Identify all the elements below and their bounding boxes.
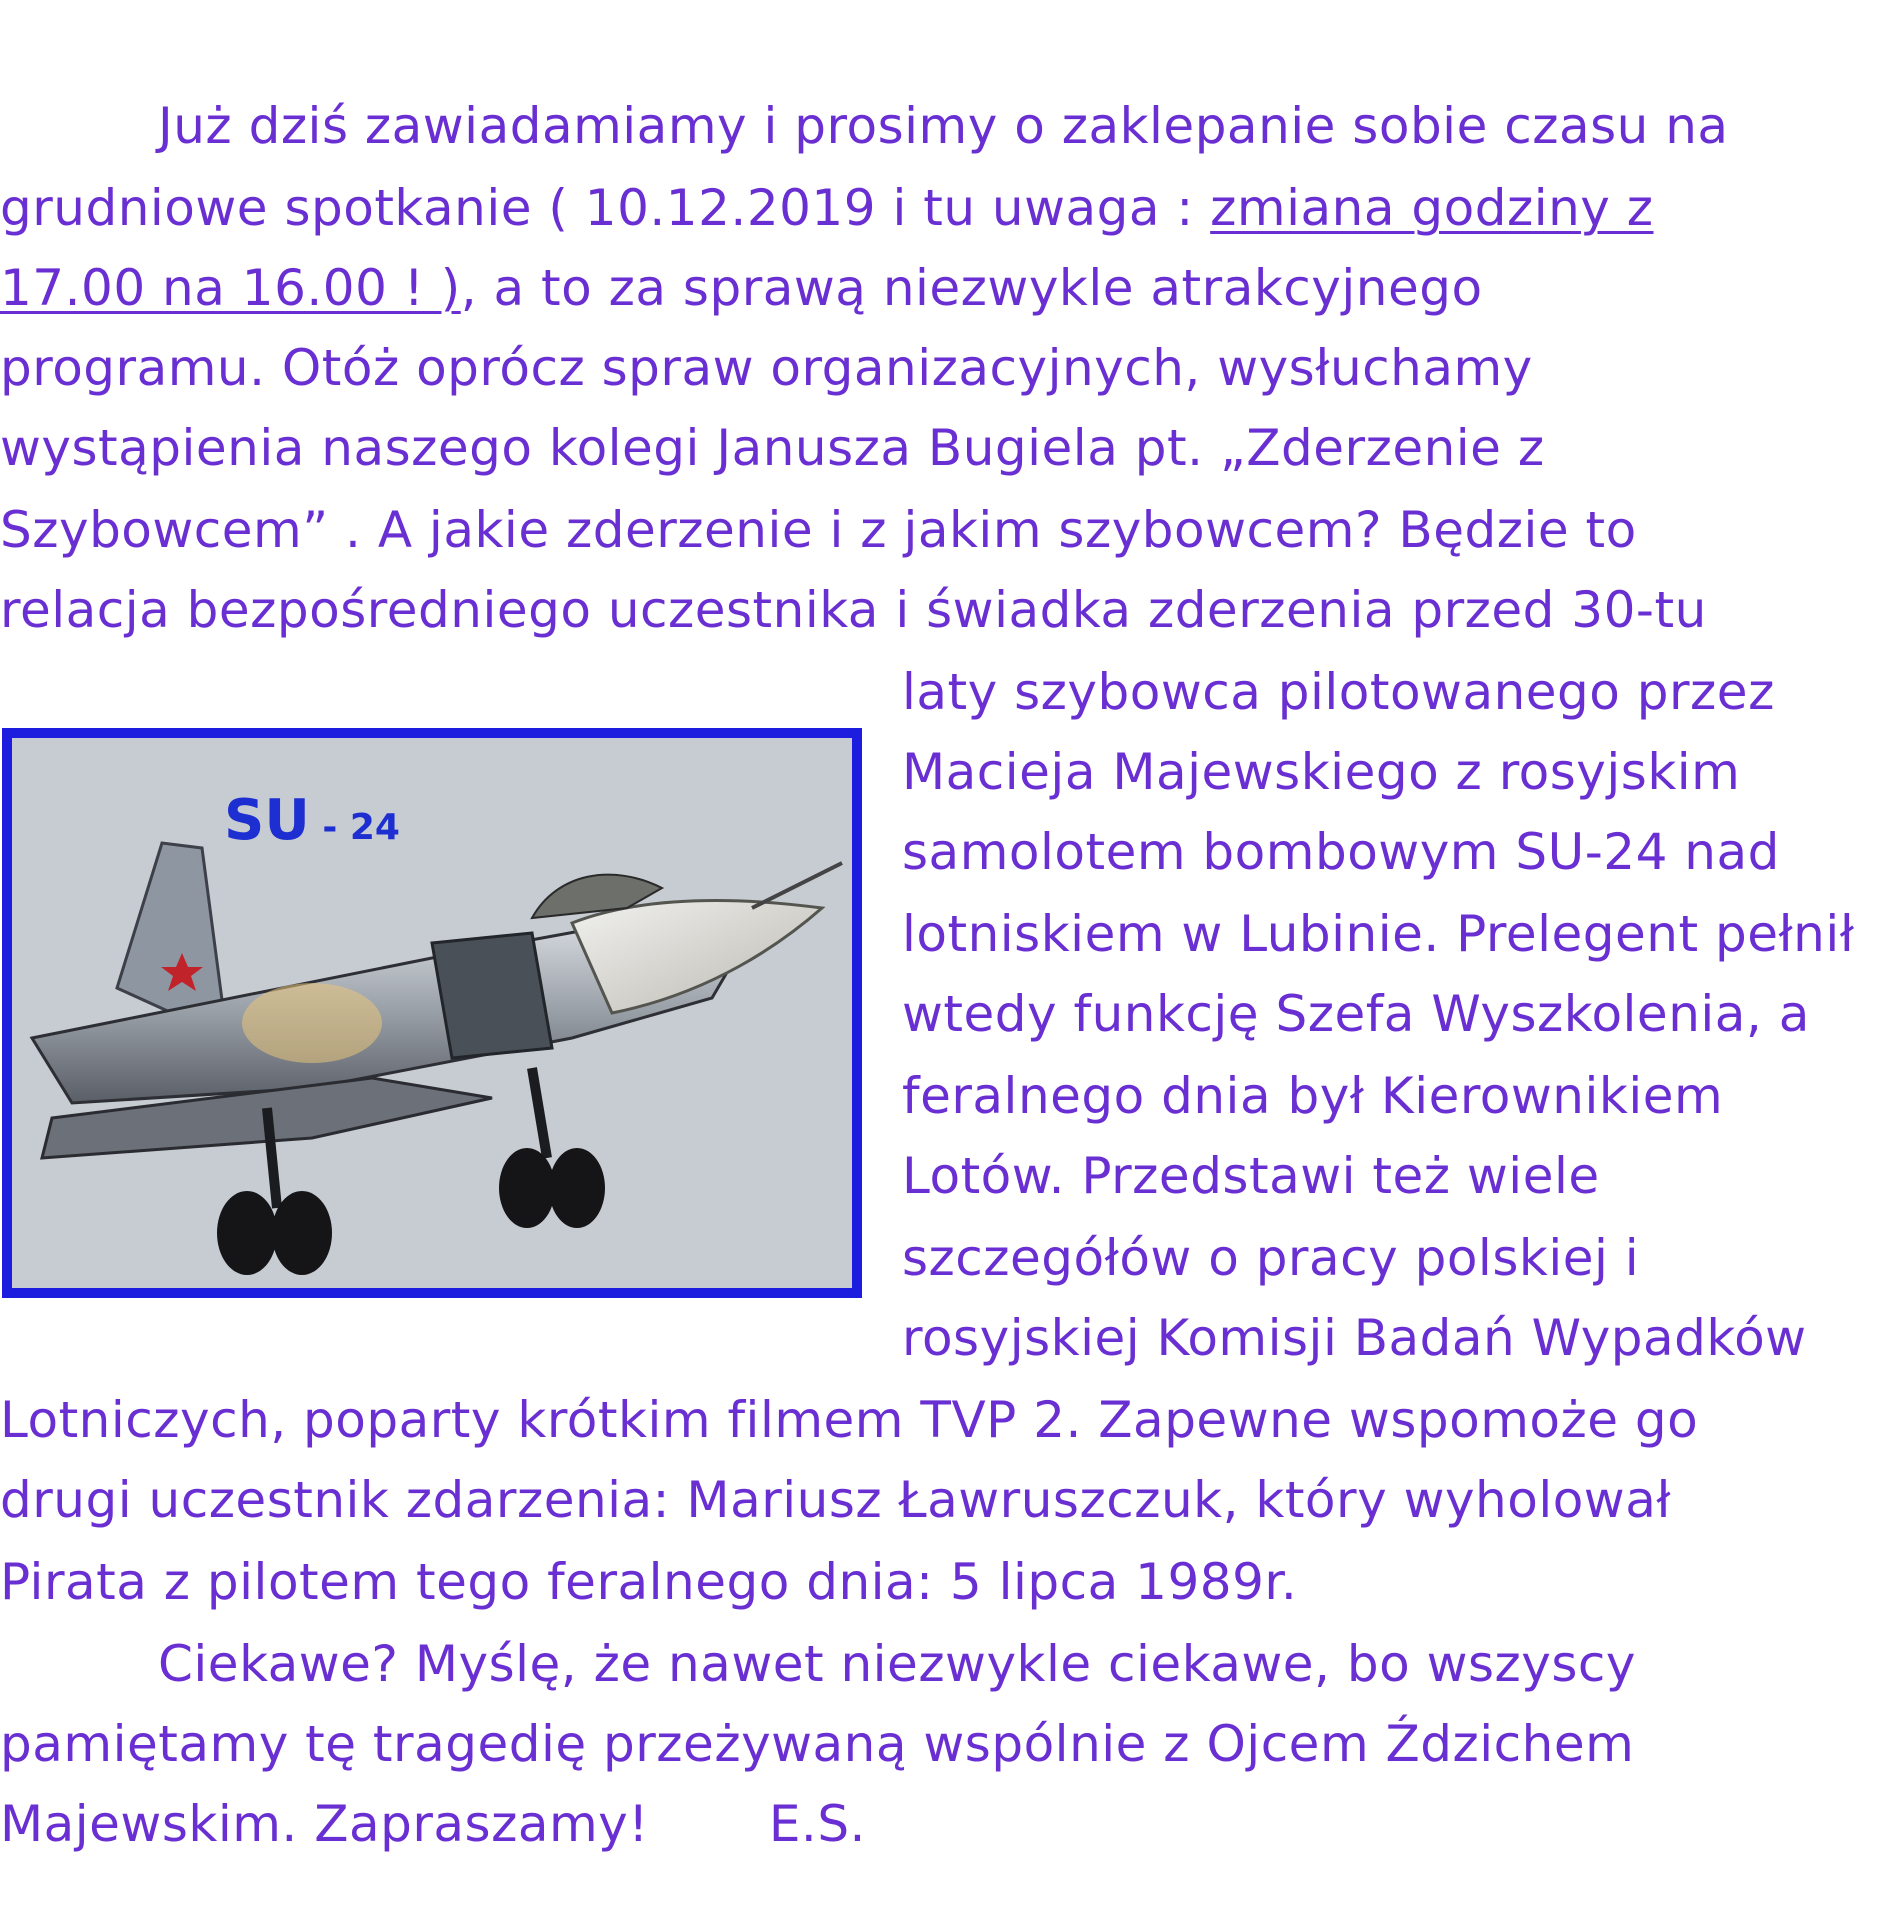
photo-label-sep: -: [309, 807, 350, 848]
time-change-notice-a: zmiana godziny z: [1210, 179, 1654, 237]
photo-label-main: SU: [224, 788, 310, 853]
p1-line-14: Lotów. Przedstawi też wiele: [902, 1147, 1600, 1205]
p2-line-2: pamiętamy tę tragedię przeżywaną wspólnie z Ojcem Ździchem: [0, 1715, 1635, 1773]
engine-glow: [242, 983, 382, 1063]
p1-line-4: programu. Otóż oprócz spraw organizacyjnych, wysłuchamy: [0, 339, 1533, 397]
p2-line-1: Ciekawe? Myślę, że nawet niezwykle ciekawe, bo wszyscy: [158, 1635, 1636, 1693]
su24-photo: [2, 728, 862, 1298]
photo-label-num: 24: [349, 807, 400, 848]
p1-line-6: Szybowcem” . A jakie zderzenie i z jakim szybowcem? Będzie to: [0, 501, 1637, 559]
signature: E.S.: [768, 1795, 866, 1853]
intake: [432, 933, 552, 1058]
p1-line-15: szczegółów o pracy polskiej i: [902, 1229, 1640, 1287]
wheel-3: [499, 1148, 555, 1228]
p1-line-16: rosyjskiej Komisji Badań Wypadków: [902, 1309, 1807, 1367]
p1-line-10: samolotem bombowym SU-24 nad: [902, 823, 1780, 881]
p1-line-3-text: , a to za sprawą niezwykle atrakcyjnego: [460, 259, 1483, 317]
p2-line-3: [0, 1784, 866, 1864]
wheel-4: [549, 1148, 605, 1228]
p1-line-2-text: grudniowe spotkanie ( 10.12.2019 i tu uwaga :: [0, 179, 1211, 237]
gear-strut-right: [532, 1068, 547, 1158]
pitot-probe: [752, 863, 842, 908]
wheel-2: [272, 1191, 332, 1275]
jet-illustration: [12, 738, 852, 1288]
time-change-notice-b: 17.00 na 16.00 ! ): [0, 259, 461, 317]
p1-line-9: Macieja Majewskiego z rosyjskim: [902, 743, 1741, 801]
wheel-1: [217, 1191, 277, 1275]
p1-line-18: drugi uczestnik zdarzenia: Mariusz Ławruszczuk, który wyholował: [0, 1471, 1672, 1529]
p1-line-7: relacja bezpośredniego uczestnika i świadka zderzenia przed 30-tu: [0, 581, 1707, 639]
p1-line-11: lotniskiem w Lubinie. Prelegent pełnił: [902, 905, 1855, 963]
p1-line-13: feralnego dnia był Kierownikiem: [902, 1067, 1724, 1125]
p1-line-2: [0, 168, 1654, 248]
p1-line-5: wystąpienia naszego kolegi Janusza Bugiela pt. „Zderzenie z: [0, 419, 1545, 477]
p1-line-12: wtedy funkcję Szefa Wyszkolenia, a: [902, 985, 1810, 1043]
p1-line-1: Już dziś zawiadamiamy i prosimy o zaklepanie sobie czasu na: [158, 97, 1729, 155]
p1-line-17: Lotniczych, poparty krótkim filmem TVP 2. Zapewne wspomoże go: [0, 1391, 1699, 1449]
p1-line-19: Pirata z pilotem tego feralnego dnia: 5 lipca 1989r.: [0, 1553, 1298, 1611]
p1-line-3: [0, 248, 1483, 328]
p2-line-3-text: Majewskim. Zapraszamy!: [0, 1795, 649, 1853]
p1-line-8: laty szybowca pilotowanego przez: [902, 663, 1775, 721]
